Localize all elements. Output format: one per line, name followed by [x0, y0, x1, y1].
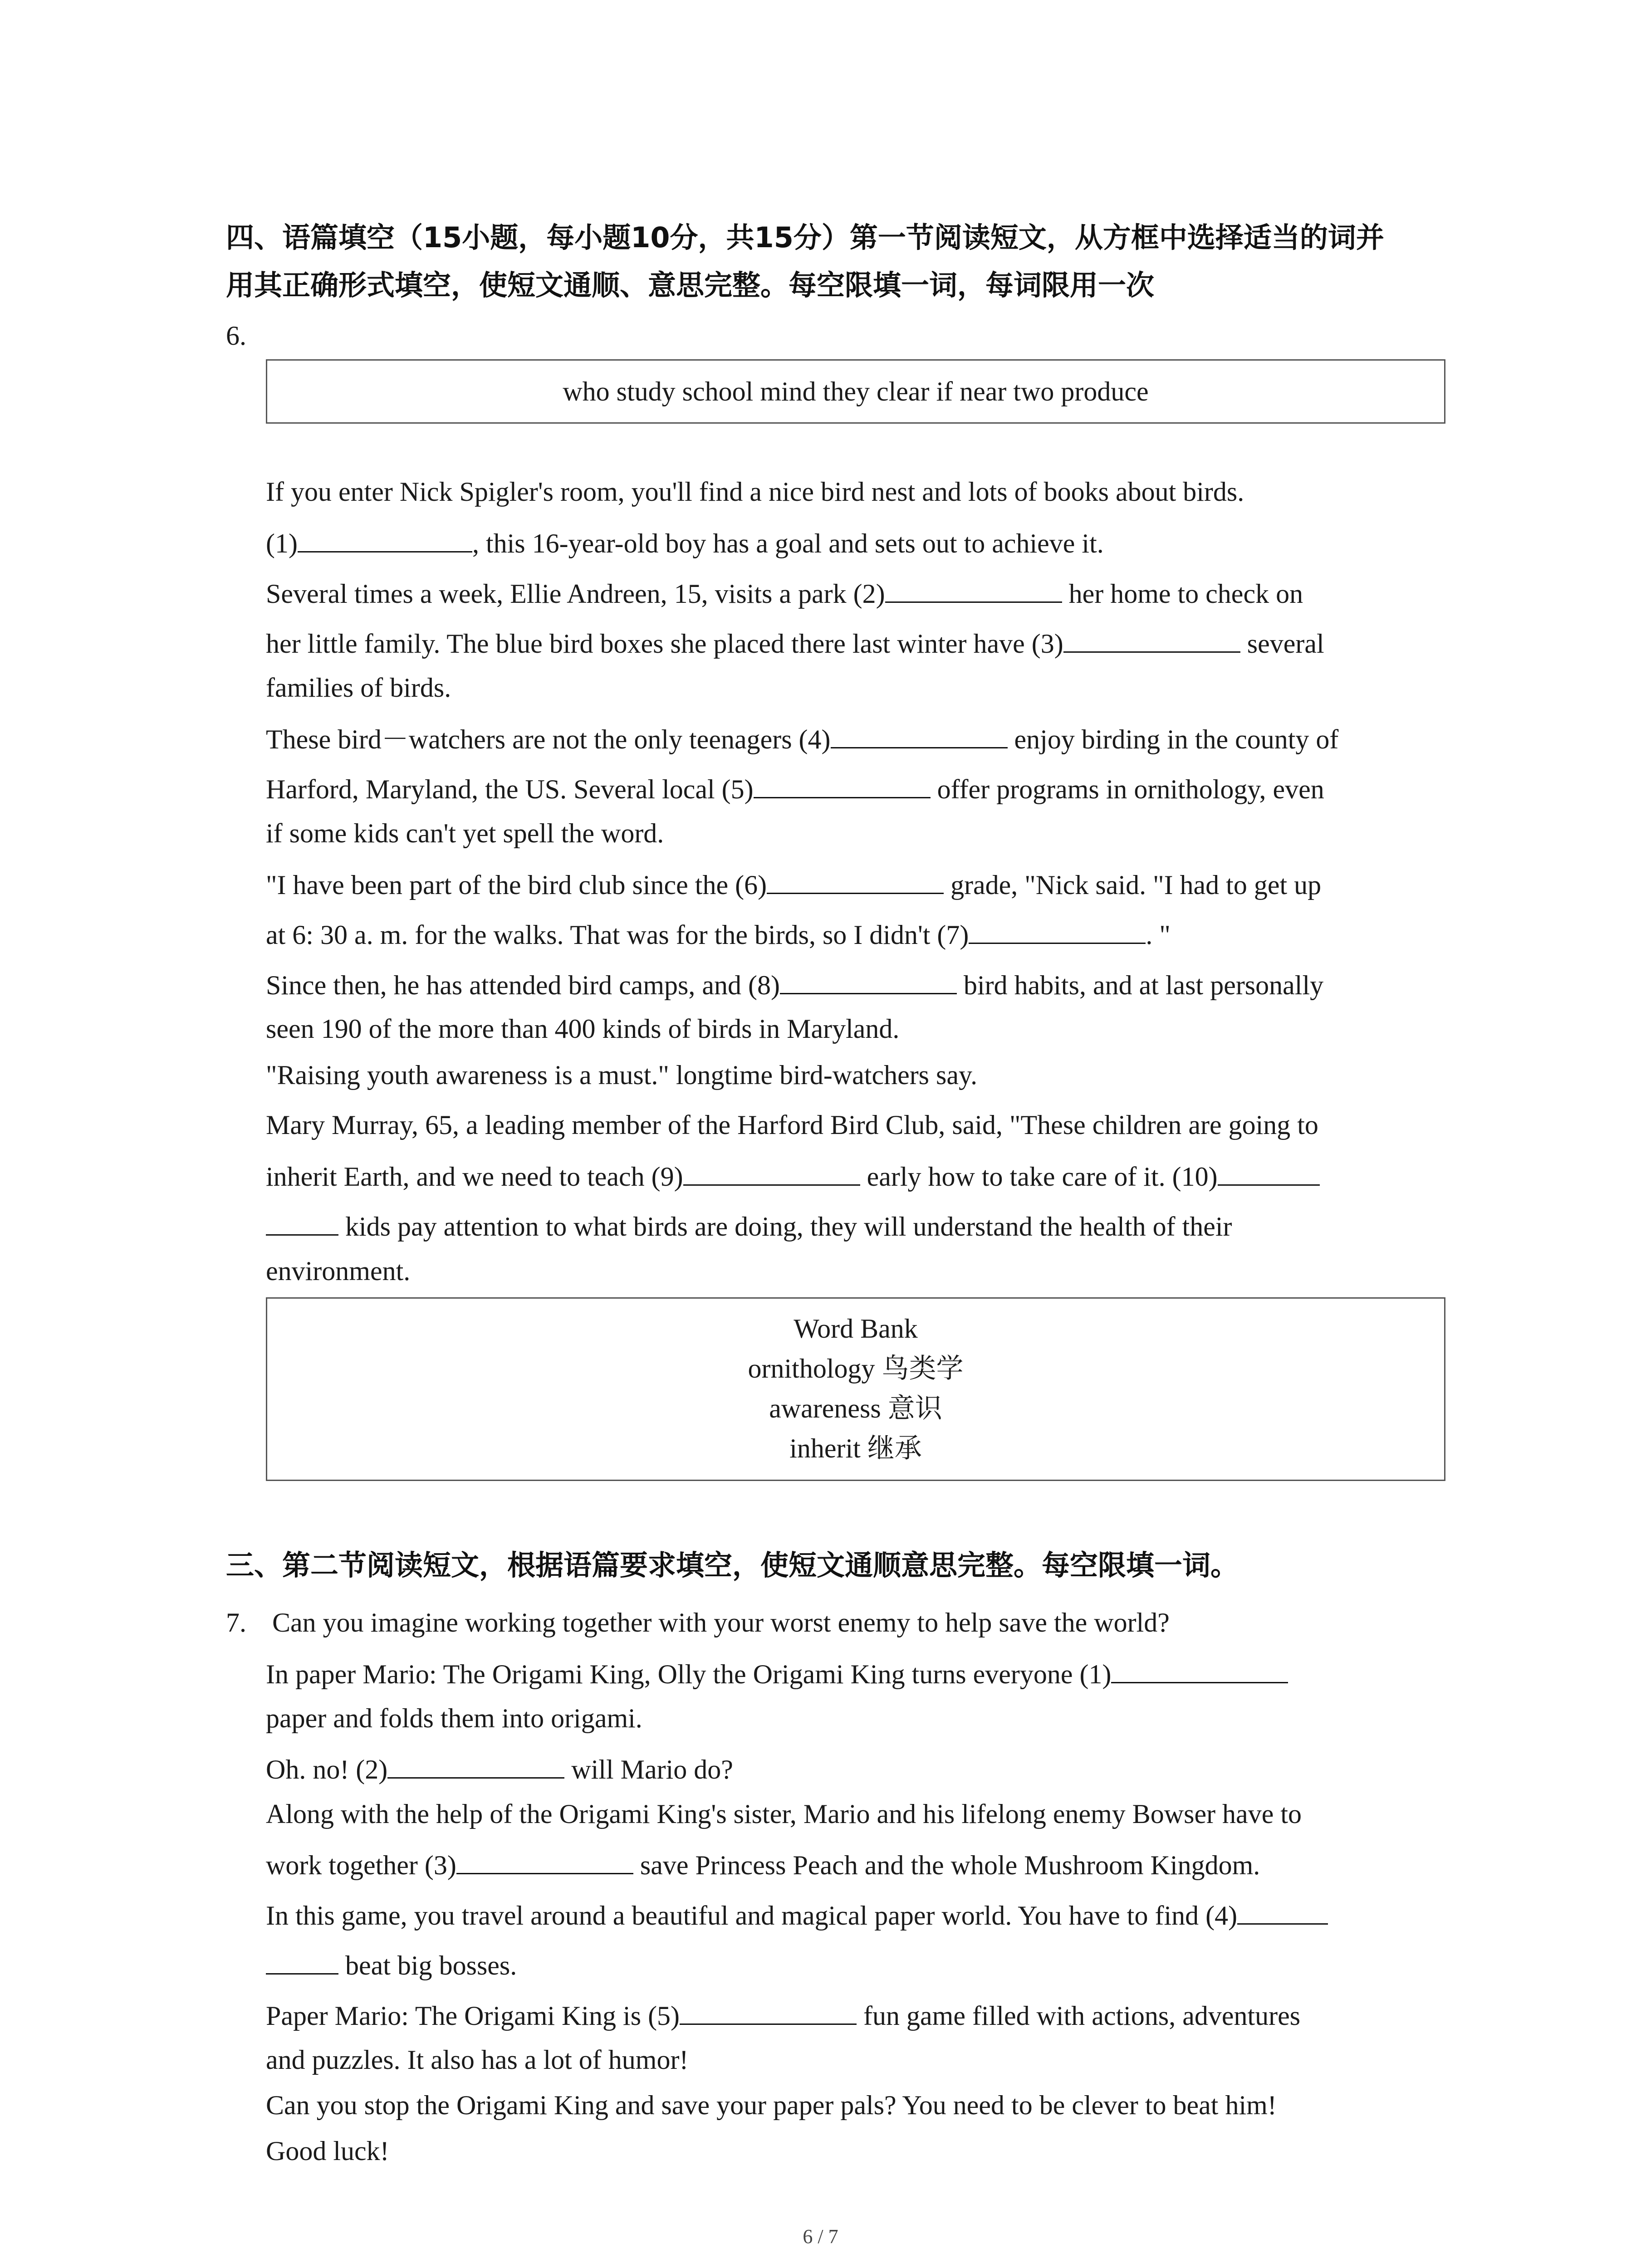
- word-bank-entry-ornithology: ornithology 鸟类学: [748, 1354, 964, 1383]
- q7-blank-4-part2[interactable]: [266, 1946, 338, 1975]
- q6-line-17: environment.: [266, 1256, 411, 1286]
- q7-blank-2[interactable]: [387, 1750, 564, 1779]
- blank-2[interactable]: [885, 574, 1062, 603]
- q6-line-5: families of birds.: [266, 673, 451, 703]
- blank-3[interactable]: [1063, 624, 1240, 653]
- q6-line-13: "Raising youth awareness is a must." longtime bird-watchers say.: [266, 1060, 978, 1090]
- word-box: [266, 359, 1445, 424]
- q6-line-9: "I have been part of the bird club since the (6) grade, "Nick said. "I had to get up: [266, 865, 1455, 903]
- q6-line-2: (1) , this 16-year-old boy has a goal and sets out to achieve it.: [266, 524, 1455, 562]
- q7-line-8: beat big bosses.: [266, 1946, 1455, 1984]
- q6-line-14: Mary Murray, 65, a leading member of the Harford Bird Club, said, "These children are going to: [266, 1110, 1318, 1140]
- section3-heading: 三、第二节阅读短文，根据语篇要求填空，使短文通顺意思完整。每空限填一词。: [226, 1549, 1239, 1582]
- blank-7[interactable]: [969, 915, 1146, 944]
- word-bank-entry-awareness: awareness 意识: [769, 1393, 942, 1423]
- q7-blank-4-part1[interactable]: [1237, 1896, 1328, 1925]
- q6-line-12: seen 190 of the more than 400 kinds of birds in Maryland.: [266, 1014, 900, 1044]
- q6-line-11: Since then, he has attended bird camps, and (8) bird habits, and at last personally: [266, 966, 1455, 1003]
- q7-blank-5[interactable]: [680, 1996, 857, 2025]
- q6-line-10: at 6: 30 a. m. for the walks. That was for the birds, so I didn't (7) . ": [266, 915, 1455, 953]
- word-bank-entry-inherit: inherit 继承: [789, 1433, 922, 1463]
- q6-line-16: kids pay attention to what birds are doing, they will understand the health of their: [266, 1207, 1455, 1245]
- blank-4[interactable]: [831, 720, 1008, 748]
- q7-line-9: Paper Mario: The Origami King is (5) fun game filled with actions, adventures: [266, 1996, 1455, 2034]
- q6-line-7: Harford, Maryland, the US. Several local (5) offer programs in ornithology, even: [266, 770, 1455, 807]
- word-bank-title: Word Bank: [794, 1314, 918, 1344]
- q7-blank-1[interactable]: [1111, 1655, 1288, 1683]
- q7-line-11: Can you stop the Origami King and save your paper pals? You need to be clever to beat him!: [266, 2090, 1277, 2120]
- blank-5[interactable]: [754, 770, 931, 798]
- word-bank-box: [266, 1297, 1445, 1481]
- q6-line-6: These bird－watchers are not the only teenagers (4) enjoy birding in the county of: [266, 720, 1455, 758]
- q6-line-15: inherit Earth, and we need to teach (9) early how to take care of it. (10): [266, 1157, 1455, 1195]
- section4-heading-line1: 四、语篇填空（15小题，每小题10分，共15分）第一节阅读短文，从方框中选择适当的词并: [226, 221, 1384, 254]
- q7-line-5: Along with the help of the Origami King's sister, Mario and his lifelong enemy Bowser have to: [266, 1799, 1302, 1829]
- blank-1[interactable]: [298, 524, 472, 552]
- blank-9[interactable]: [683, 1157, 860, 1186]
- q7-line-10: and puzzles. It also has a lot of humor!: [266, 2045, 689, 2075]
- q7-line-2: In paper Mario: The Origami King, Olly the Origami King turns everyone (1): [266, 1655, 1455, 1692]
- blank-8[interactable]: [780, 966, 957, 994]
- question-6-number: 6.: [226, 321, 246, 351]
- q7-line-3: paper and folds them into origami.: [266, 1703, 642, 1733]
- q7-line-12: Good luck!: [266, 2136, 389, 2166]
- blank-6[interactable]: [767, 865, 944, 894]
- page-number: 6 / 7: [803, 2225, 838, 2248]
- blank-10-part2[interactable]: [266, 1207, 338, 1236]
- q7-line-7: In this game, you travel around a beautiful and magical paper world. You have to find (4): [266, 1896, 1455, 1934]
- q7-line-4: Oh. no! (2) will Mario do?: [266, 1750, 1455, 1788]
- q7-line-1: Can you imagine working together with your worst enemy to help save the world?: [272, 1608, 1170, 1637]
- q7-line-6: work together (3) save Princess Peach and the whole Mushroom Kingdom.: [266, 1846, 1455, 1883]
- q6-line-8: if some kids can't yet spell the word.: [266, 818, 664, 848]
- q6-line-1: If you enter Nick Spigler's room, you'll find a nice bird nest and lots of books about birds.: [266, 477, 1244, 507]
- q6-line-4: her little family. The blue bird boxes she placed there last winter have (3) several: [266, 624, 1455, 662]
- blank-10-part1[interactable]: [1218, 1157, 1320, 1186]
- section4-heading-line2: 用其正确形式填空，使短文通顺、意思完整。每空限填一词，每词限用一次: [226, 269, 1155, 302]
- question-7-number: 7.: [226, 1608, 246, 1637]
- word-box-words: who study school mind they clear if near two produce: [563, 376, 1149, 406]
- q6-line-3: Several times a week, Ellie Andreen, 15, visits a park (2) her home to check on: [266, 574, 1455, 612]
- q7-blank-3[interactable]: [456, 1846, 633, 1874]
